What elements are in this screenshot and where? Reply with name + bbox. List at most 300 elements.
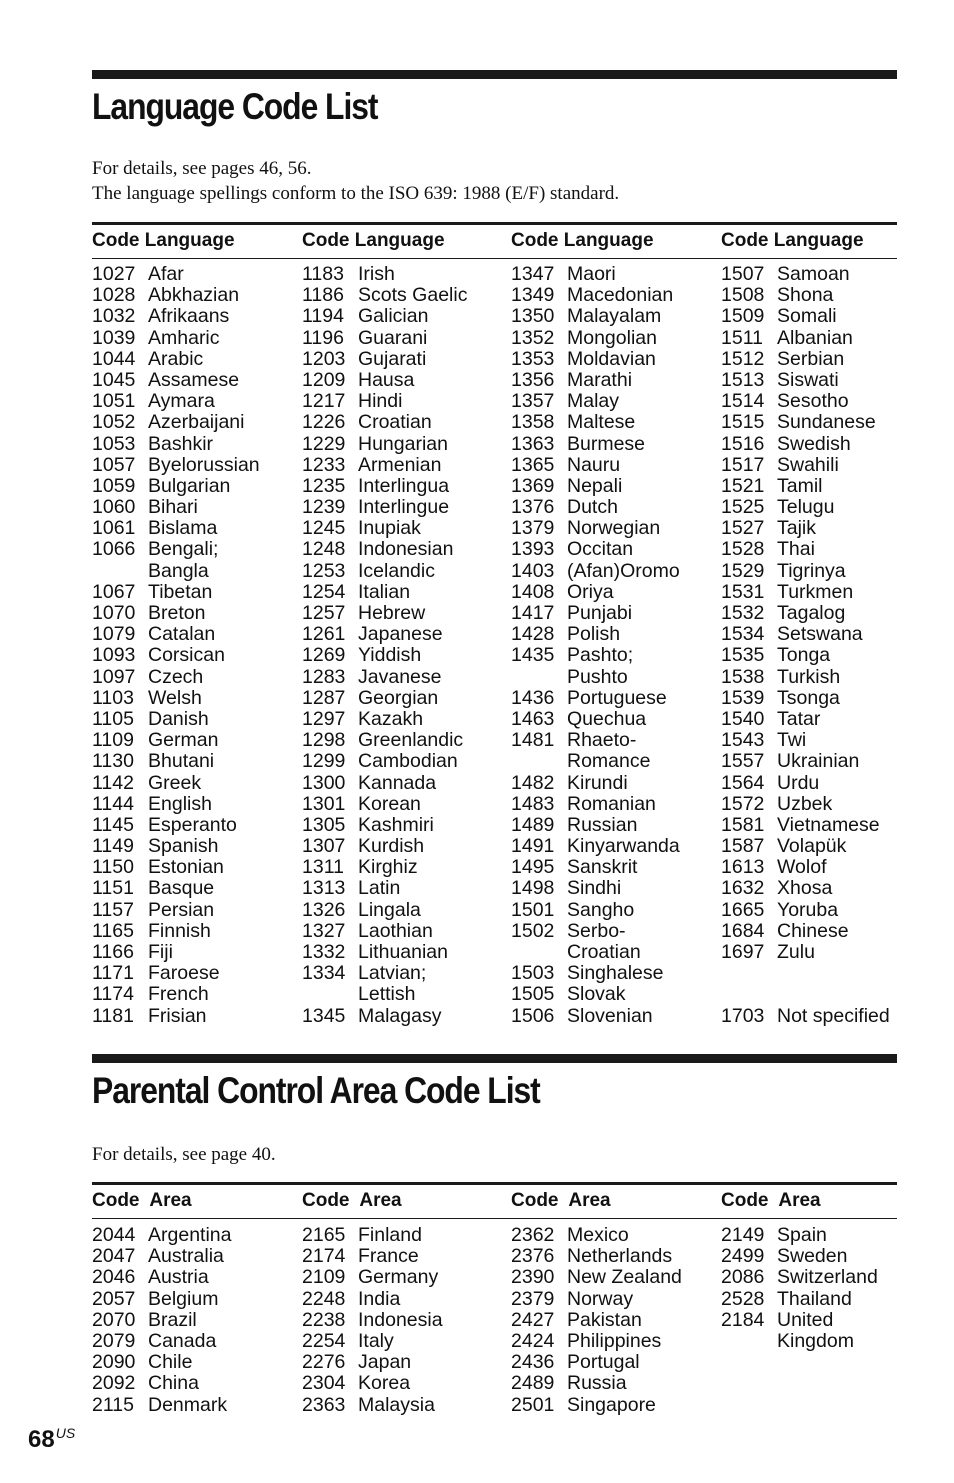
name-cell: Somali [777, 305, 837, 328]
table-row [92, 942, 260, 963]
table-row [721, 1310, 878, 1331]
code-cell: 1157 [92, 898, 134, 921]
table-row [92, 963, 260, 984]
name-cell: Icelandic [358, 559, 435, 582]
code-cell: 1144 [92, 792, 134, 815]
code-cell: 1057 [92, 453, 136, 476]
code-cell: 1356 [511, 368, 555, 391]
name-cell: Polish [567, 623, 621, 646]
table-row [92, 328, 260, 349]
code-cell: 1517 [721, 453, 765, 476]
code-cell: 1528 [721, 538, 765, 561]
table-row [511, 1310, 682, 1331]
name-cell: Thai [777, 538, 815, 561]
table-row [511, 794, 680, 815]
name-cell: Rhaeto- [567, 729, 637, 752]
code-cell: 1305 [302, 813, 346, 836]
name-cell: Tajik [777, 517, 817, 540]
name-cell: Maltese [567, 411, 636, 434]
table-row [302, 1352, 443, 1373]
code-cell: 1032 [92, 305, 136, 328]
name-cell: Arabic [148, 347, 204, 370]
table-row [92, 1289, 231, 1310]
name-cell: Xhosa [777, 877, 833, 900]
name-cell: Argentina [148, 1224, 232, 1246]
name-cell: Welsh [148, 686, 202, 709]
page-region: US [55, 1425, 76, 1441]
table-row [92, 836, 260, 857]
name-cell: Assamese [148, 368, 240, 391]
table-row [511, 815, 680, 836]
name-cell: Latin [358, 877, 401, 900]
name-cell: Norway [567, 1287, 634, 1310]
name-cell: Sangho [567, 898, 635, 921]
name-cell: Finland [358, 1224, 422, 1246]
name-cell: Slovak [567, 983, 626, 1006]
code-cell: 1581 [721, 813, 765, 836]
table-row [302, 773, 467, 794]
code-cell: 2238 [302, 1308, 346, 1331]
name-cell: Greenlandic [358, 729, 464, 752]
table-row [302, 645, 467, 666]
name-cell: Canada [148, 1329, 217, 1352]
name-cell: Zulu [777, 941, 815, 963]
name-cell: Japan [358, 1351, 412, 1374]
table-row [302, 1310, 443, 1331]
table-row [302, 539, 467, 560]
code-cell: 1039 [92, 326, 136, 349]
table-row [721, 455, 890, 476]
table-row [511, 1006, 680, 1027]
table-row [721, 1225, 878, 1246]
name-cell: Burmese [567, 432, 646, 455]
code-cell: 1516 [721, 432, 765, 455]
table-row [721, 412, 890, 433]
name-cell: Turkmen [777, 580, 854, 603]
code-cell: 1501 [511, 898, 555, 921]
code-cell: 1165 [92, 919, 134, 942]
table-row [302, 836, 467, 857]
name-cell: Sanskrit [567, 856, 638, 879]
code-cell: 1376 [511, 496, 555, 519]
table-row [721, 434, 890, 455]
name-cell: Croatian [358, 411, 432, 434]
table-row [302, 1395, 443, 1416]
table-row [302, 370, 467, 391]
table-row [511, 476, 680, 497]
code-cell: 1535 [721, 644, 765, 667]
code-cell: 1203 [302, 347, 346, 370]
name-cell: Interlingua [358, 474, 450, 497]
code-cell: 1229 [302, 432, 346, 455]
code-cell: 1311 [302, 856, 344, 879]
code-cell: 1051 [92, 390, 136, 413]
table-row [721, 476, 890, 497]
code-cell: 1028 [92, 284, 136, 307]
area-col-header-2: Code Area [302, 1190, 402, 1211]
code-cell: 2092 [92, 1372, 136, 1395]
table-row [511, 1395, 682, 1416]
name-cell: Romance [567, 750, 651, 773]
code-cell: 1506 [511, 1004, 555, 1027]
table-row [721, 667, 890, 688]
name-cell: Spanish [148, 835, 219, 858]
code-cell: 1103 [92, 686, 134, 709]
name-cell: Vietnamese [777, 813, 880, 836]
code-cell: 1483 [511, 792, 555, 815]
name-cell: Norwegian [567, 517, 661, 540]
code-cell: 1403 [511, 559, 555, 582]
name-cell: Dutch [567, 496, 618, 519]
name-cell: Estonian [148, 856, 224, 879]
table-row [302, 582, 467, 603]
code-cell: 1557 [721, 750, 765, 773]
name-cell: Finnish [148, 919, 211, 942]
name-cell: Belgium [148, 1287, 219, 1310]
name-cell: Siswati [777, 368, 839, 391]
table-row [92, 645, 260, 666]
code-cell: 2424 [511, 1329, 555, 1352]
name-cell: Bashkir [148, 432, 214, 455]
table-row [511, 582, 680, 603]
code-cell: 2047 [92, 1245, 136, 1268]
table-row [302, 1331, 443, 1352]
language-column-4 [721, 264, 890, 1027]
table-row [302, 794, 467, 815]
language-col-header-1: Code Language [92, 230, 235, 251]
name-cell: Latvian; [358, 962, 427, 985]
table-row [302, 264, 467, 285]
code-cell: 2184 [721, 1308, 765, 1331]
code-cell: 2090 [92, 1351, 136, 1374]
language-column-2 [302, 264, 467, 1027]
name-cell: Kannada [358, 771, 437, 794]
name-cell: Turkish [777, 665, 841, 688]
table-row [721, 900, 890, 921]
table-row [721, 539, 890, 560]
name-cell: Quechua [567, 707, 647, 730]
name-cell: Georgian [358, 686, 439, 709]
name-cell: Lettish [358, 983, 416, 1006]
code-cell: 1027 [92, 263, 136, 285]
code-cell: 1149 [92, 835, 134, 858]
code-cell: 1261 [302, 623, 346, 646]
table-row [302, 751, 467, 772]
name-cell: Serbo- [567, 919, 626, 942]
table-row [302, 518, 467, 539]
code-cell: 1298 [302, 729, 346, 752]
code-cell: 1233 [302, 453, 346, 476]
table-row [92, 1395, 231, 1416]
code-cell: 2528 [721, 1287, 765, 1310]
table-row [302, 984, 467, 1005]
name-cell: Afar [148, 263, 184, 285]
name-cell: Telugu [777, 496, 835, 519]
table-row [511, 709, 680, 730]
name-cell: Russia [567, 1372, 627, 1395]
code-cell: 1349 [511, 284, 555, 307]
table-row [92, 815, 260, 836]
name-cell: Japanese [358, 623, 443, 646]
code-cell: 2115 [92, 1393, 134, 1416]
code-cell: 1109 [92, 729, 134, 752]
code-cell: 1151 [92, 877, 134, 900]
code-cell: 1248 [302, 538, 346, 561]
code-cell: 2086 [721, 1266, 765, 1289]
table-row [302, 963, 467, 984]
table-row [721, 264, 890, 285]
area-column-3 [511, 1225, 682, 1416]
table-row [92, 857, 260, 878]
name-cell: Tsonga [777, 686, 840, 709]
table-row [92, 921, 260, 942]
table-row [92, 730, 260, 751]
table-row [721, 942, 890, 963]
name-cell: Laothian [358, 919, 433, 942]
code-cell: 2174 [302, 1245, 346, 1268]
code-cell: 1531 [721, 580, 765, 603]
table-row [721, 1331, 878, 1352]
code-cell: 2427 [511, 1308, 555, 1331]
name-cell: Malaysia [358, 1393, 435, 1416]
name-cell: Twi [777, 729, 807, 752]
name-cell: China [148, 1372, 199, 1395]
code-cell: 2501 [511, 1393, 555, 1416]
table-row [511, 306, 680, 327]
name-cell: Lithuanian [358, 941, 448, 963]
table-row [92, 688, 260, 709]
name-cell: Indonesia [358, 1308, 443, 1331]
table-row [511, 984, 680, 1005]
table-row [511, 667, 680, 688]
name-cell: Irish [358, 263, 395, 285]
code-cell [92, 561, 148, 582]
code-cell: 1181 [92, 1004, 134, 1027]
name-cell: Esperanto [148, 813, 237, 836]
name-cell: Marathi [567, 368, 633, 391]
name-cell: Kashmiri [358, 813, 434, 836]
table-row [92, 751, 260, 772]
code-cell: 1174 [92, 983, 134, 1006]
table-row [92, 709, 260, 730]
code-cell: 1186 [302, 284, 344, 307]
table-row [92, 1352, 231, 1373]
name-cell: Malayalam [567, 305, 662, 328]
table-row [511, 539, 680, 560]
name-cell: Interlingue [358, 496, 450, 519]
code-cell [511, 751, 567, 772]
table-row [721, 709, 890, 730]
table-row [302, 900, 467, 921]
name-cell: Singhalese [567, 962, 664, 985]
code-cell: 1217 [302, 390, 346, 413]
code-cell [721, 984, 777, 1005]
code-cell: 2046 [92, 1266, 136, 1289]
code-cell: 1347 [511, 263, 555, 285]
table-row [302, 561, 467, 582]
language-col-header-2: Code Language [302, 230, 445, 251]
name-cell: Bulgarian [148, 474, 231, 497]
code-cell: 1183 [302, 263, 344, 285]
name-cell: Spain [777, 1224, 827, 1246]
name-cell: Portugal [567, 1351, 640, 1374]
name-cell: France [358, 1245, 419, 1268]
table-row [511, 1289, 682, 1310]
table-row [511, 1352, 682, 1373]
code-cell: 1532 [721, 602, 765, 624]
language-intro [92, 156, 619, 206]
code-cell: 1053 [92, 432, 136, 455]
name-cell: Tigrinya [777, 559, 846, 582]
code-cell [511, 667, 567, 688]
table-row [92, 900, 260, 921]
name-cell: Cambodian [358, 750, 458, 773]
name-cell: Netherlands [567, 1245, 673, 1268]
table-row [721, 688, 890, 709]
name-cell: Macedonian [567, 284, 674, 307]
name-cell: Nauru [567, 453, 621, 476]
table-row [302, 667, 467, 688]
code-cell: 1511 [721, 326, 763, 349]
table-row [721, 391, 890, 412]
name-cell: Volapük [777, 835, 847, 858]
code-cell: 1572 [721, 792, 765, 815]
table-row [511, 1373, 682, 1394]
code-cell: 2276 [302, 1351, 346, 1374]
language-title: Language Code List [92, 86, 378, 127]
table-row [92, 984, 260, 1005]
name-cell: Abkhazian [148, 284, 240, 307]
code-cell: 1369 [511, 474, 555, 497]
code-cell: 1326 [302, 898, 346, 921]
table-row [511, 603, 680, 624]
code-cell: 2304 [302, 1372, 346, 1395]
code-cell: 1587 [721, 835, 765, 858]
name-cell: Pakistan [567, 1308, 642, 1331]
language-column-1 [92, 264, 260, 1027]
table-row [511, 497, 680, 518]
code-cell: 1301 [302, 792, 346, 815]
table-row [511, 518, 680, 539]
language-intro-line1: For details, see pages 46, 56. [92, 158, 312, 179]
code-cell: 1408 [511, 580, 555, 603]
name-cell: Hungarian [358, 432, 448, 455]
area-title: Parental Control Area Code List [92, 1070, 540, 1111]
name-cell: Maori [567, 263, 616, 285]
table-row [511, 900, 680, 921]
table-row [511, 878, 680, 899]
code-cell: 1239 [302, 496, 346, 519]
code-cell: 1061 [92, 517, 136, 540]
code-cell: 1393 [511, 538, 555, 561]
code-cell: 1529 [721, 559, 765, 582]
code-cell: 1358 [511, 411, 555, 434]
table-row [511, 285, 680, 306]
code-cell: 2390 [511, 1266, 555, 1289]
code-cell: 1350 [511, 305, 555, 328]
table-row [302, 497, 467, 518]
table-row [721, 497, 890, 518]
name-cell: Armenian [358, 453, 442, 476]
name-cell: Frisian [148, 1004, 207, 1027]
table-row [302, 434, 467, 455]
table-row [92, 1267, 231, 1288]
code-cell: 1067 [92, 580, 136, 603]
code-cell: 2436 [511, 1351, 555, 1374]
code-cell: 1632 [721, 877, 765, 900]
table-row [92, 391, 260, 412]
code-cell: 1334 [302, 962, 346, 985]
table-row [511, 328, 680, 349]
name-cell: United [777, 1308, 834, 1331]
name-cell: Slovenian [567, 1004, 653, 1027]
code-cell: 1196 [302, 326, 344, 349]
table-row [92, 1225, 231, 1246]
code-cell: 1508 [721, 284, 765, 307]
code-cell: 1093 [92, 644, 136, 667]
area-table-top-rule [92, 1182, 897, 1185]
area-col-header-3: Code Area [511, 1190, 611, 1211]
language-col-header-4: Code Language [721, 230, 864, 251]
name-cell: Tagalog [777, 602, 846, 624]
table-row [511, 561, 680, 582]
code-cell: 1307 [302, 835, 346, 858]
code-cell: 1543 [721, 729, 765, 752]
code-cell: 2057 [92, 1287, 136, 1310]
code-cell: 1495 [511, 856, 555, 879]
table-row [721, 1267, 878, 1288]
name-cell: Germany [358, 1266, 439, 1289]
name-cell: Bislama [148, 517, 218, 540]
code-cell: 1505 [511, 983, 555, 1006]
name-cell: Yoruba [777, 898, 839, 921]
table-row [721, 1246, 878, 1267]
name-cell: Occitan [567, 538, 634, 561]
code-cell: 1417 [511, 602, 555, 624]
table-row [721, 306, 890, 327]
section-rule-top [92, 70, 897, 79]
table-row [721, 984, 890, 1005]
code-cell: 1515 [721, 411, 765, 434]
code-cell: 1235 [302, 474, 346, 497]
name-cell: Hebrew [358, 602, 426, 624]
code-cell: 1052 [92, 411, 136, 434]
table-row [721, 1006, 890, 1027]
table-row [511, 921, 680, 942]
code-cell: 1503 [511, 962, 555, 985]
name-cell: Greek [148, 771, 202, 794]
table-row [302, 688, 467, 709]
code-cell: 1142 [92, 771, 134, 794]
table-row [511, 963, 680, 984]
name-cell: Setswana [777, 623, 863, 646]
table-row [721, 518, 890, 539]
name-cell: Philippines [567, 1329, 662, 1352]
table-row [302, 476, 467, 497]
code-cell: 1257 [302, 602, 346, 624]
name-cell: Corsican [148, 644, 225, 667]
name-cell: Inupiak [358, 517, 421, 540]
table-row [511, 412, 680, 433]
code-cell: 1066 [92, 538, 136, 561]
code-cell: 2254 [302, 1329, 346, 1352]
code-cell: 1665 [721, 898, 765, 921]
table-row [721, 582, 890, 603]
code-cell [511, 942, 567, 963]
name-cell: Shona [777, 284, 834, 307]
area-column-4 [721, 1225, 878, 1352]
code-cell: 1130 [92, 750, 134, 773]
